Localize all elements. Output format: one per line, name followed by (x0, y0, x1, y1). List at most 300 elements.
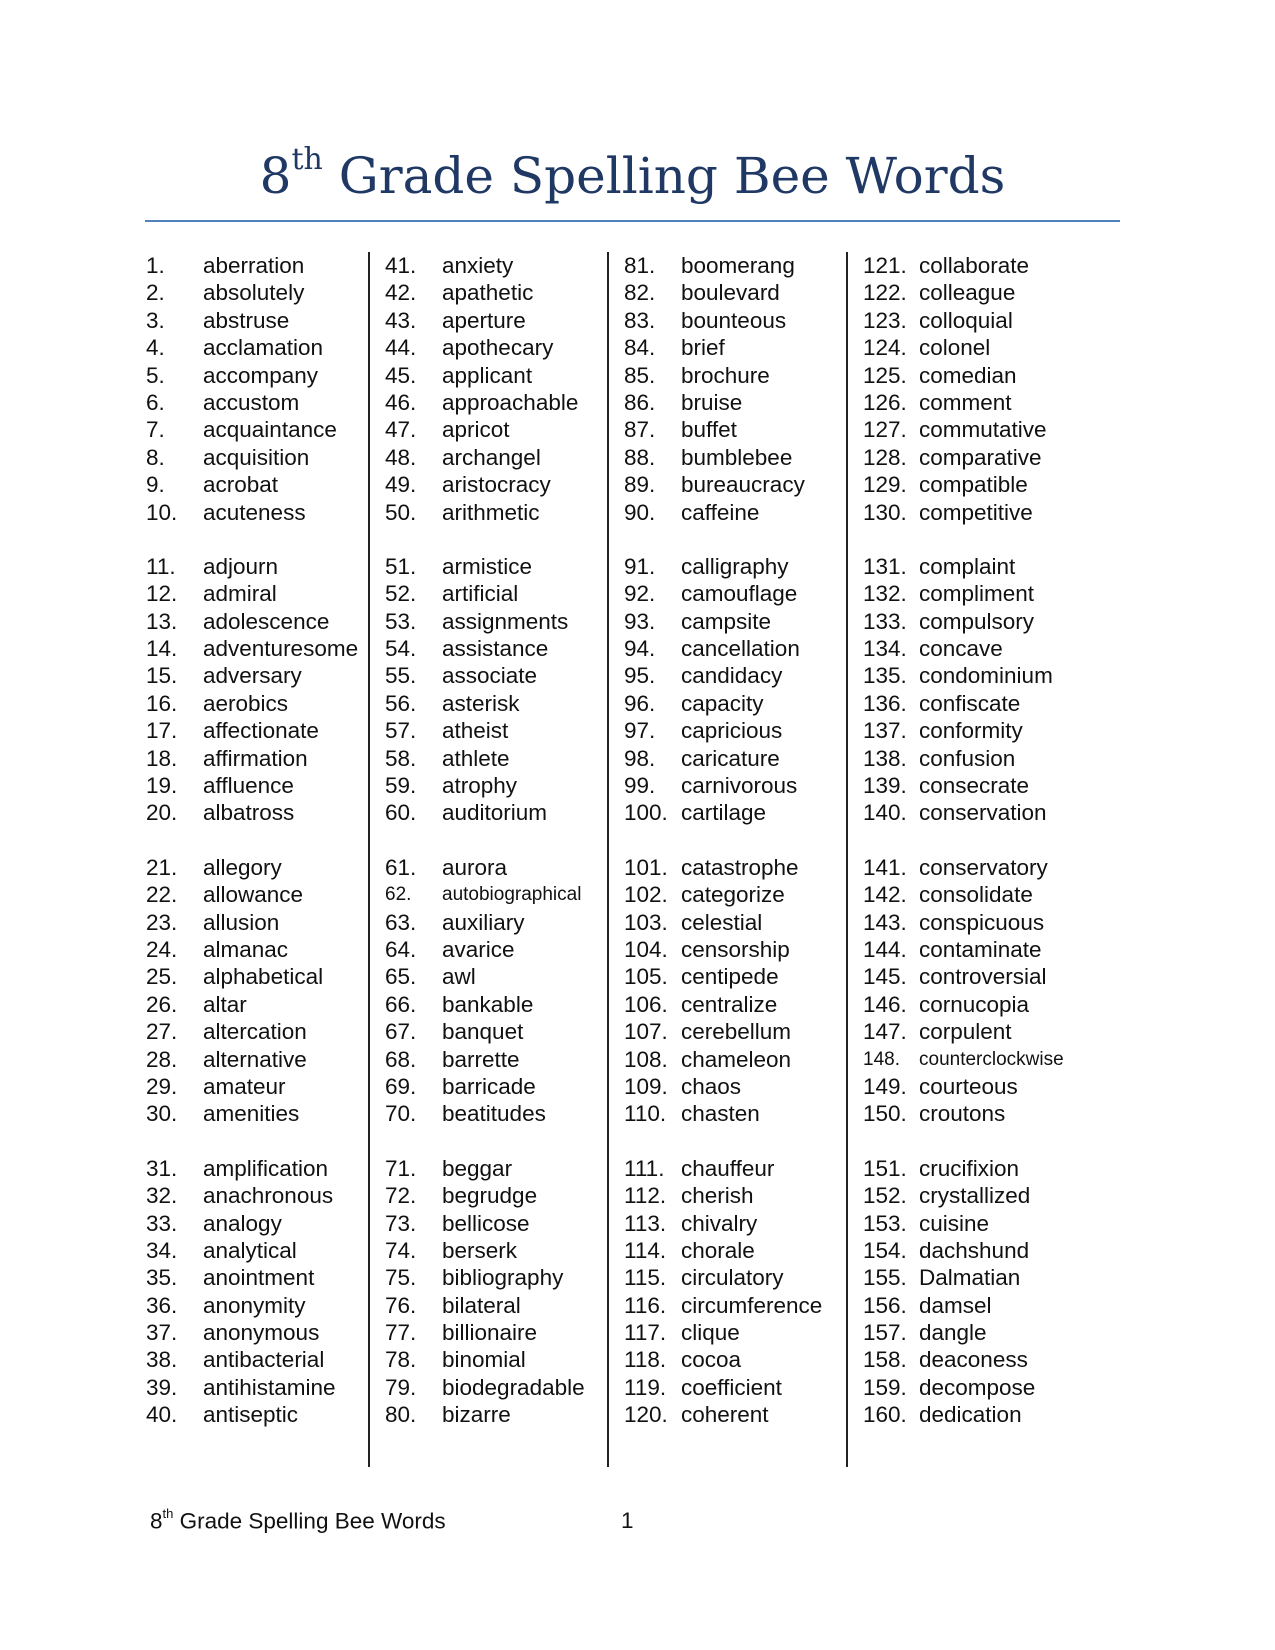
word-text: barrette (442, 1046, 520, 1072)
word-number: 33. (146, 1210, 178, 1236)
word-text: acquisition (203, 444, 310, 470)
word-number: 48. (385, 444, 417, 470)
word-entry (146, 1018, 391, 1045)
word-entry (863, 1182, 1108, 1209)
word-number: 89. (624, 472, 656, 498)
word-text: colonel (919, 335, 991, 361)
word-number: 56. (385, 690, 417, 716)
word-number: 40. (146, 1402, 178, 1428)
word-entry (624, 1155, 869, 1182)
word-entry (385, 635, 630, 662)
word-text: amenities (203, 1101, 300, 1127)
word-number: 36. (146, 1292, 178, 1318)
word-text: atheist (442, 718, 509, 744)
word-number: 51. (385, 553, 417, 579)
word-entry (863, 881, 1108, 908)
word-entry (146, 471, 391, 498)
word-text: conservation (919, 800, 1047, 826)
word-number: 81. (624, 253, 656, 278)
word-text: amplification (203, 1155, 329, 1181)
word-group (146, 854, 391, 1128)
word-text: crystallized (919, 1183, 1031, 1209)
word-text: bankable (442, 991, 534, 1017)
word-entry (385, 1018, 630, 1045)
word-number: 88. (624, 444, 656, 470)
word-entry (146, 1237, 391, 1264)
word-text: bilateral (442, 1292, 521, 1318)
word-number: 93. (624, 608, 656, 634)
word-entry (385, 471, 630, 498)
word-text: affectionate (203, 718, 319, 744)
word-number: 47. (385, 417, 417, 443)
word-entry (146, 635, 391, 662)
word-number: 75. (385, 1265, 417, 1291)
word-text: asterisk (442, 690, 520, 716)
word-entry (385, 690, 630, 717)
word-text: affirmation (203, 745, 308, 771)
footer-title: 8th Grade Spelling Bee Words (150, 1506, 446, 1534)
word-number: 25. (146, 964, 178, 990)
word-text: arithmetic (442, 499, 540, 525)
word-entry (863, 499, 1108, 526)
word-entry (146, 1292, 391, 1319)
word-text: accustom (203, 389, 300, 415)
word-text: comedian (919, 362, 1017, 388)
word-number: 37. (146, 1320, 178, 1346)
word-text: deaconess (919, 1347, 1028, 1373)
word-text: catastrophe (681, 854, 799, 880)
word-number: 61. (385, 854, 417, 880)
word-text: centralize (681, 991, 778, 1017)
word-text: adventuresome (203, 636, 359, 662)
word-number: 52. (385, 581, 417, 607)
word-text: bumblebee (681, 444, 793, 470)
word-entry (624, 635, 869, 662)
word-number: 97. (624, 718, 656, 744)
word-text: aurora (442, 854, 508, 880)
word-entry (146, 1210, 391, 1237)
word-entry (385, 416, 630, 443)
word-text: camouflage (681, 581, 798, 607)
word-entry (624, 1319, 869, 1346)
word-text: chaos (681, 1073, 742, 1099)
word-entry (146, 334, 391, 361)
word-text: conservatory (919, 854, 1048, 880)
word-entry (863, 252, 1108, 279)
word-number: 136. (863, 690, 907, 716)
word-entry (146, 1264, 391, 1291)
word-entry (146, 389, 391, 416)
word-text: artificial (442, 581, 519, 607)
word-group (146, 1155, 391, 1429)
word-number: 85. (624, 362, 656, 388)
word-text: berserk (442, 1237, 518, 1263)
word-entry (863, 1046, 1108, 1073)
word-number: 118. (624, 1347, 667, 1373)
word-number: 122. (863, 280, 907, 306)
word-group (624, 854, 869, 1128)
word-entry (385, 799, 630, 826)
word-column-1 (146, 252, 391, 1467)
word-text: coefficient (681, 1374, 782, 1400)
word-text: cherish (681, 1183, 754, 1209)
word-number: 9. (146, 472, 165, 498)
word-number: 124. (863, 335, 907, 361)
column-divider (607, 252, 609, 1467)
word-group (146, 553, 391, 827)
word-number: 108. (624, 1046, 668, 1072)
word-group (624, 252, 869, 526)
word-number: 125. (863, 362, 907, 388)
word-entry (146, 745, 391, 772)
word-text: comparative (919, 444, 1042, 470)
word-text: courteous (919, 1073, 1018, 1099)
word-entry (385, 662, 630, 689)
word-number: 63. (385, 909, 417, 935)
word-entry (624, 799, 869, 826)
word-text: censorship (681, 936, 790, 962)
word-number: 99. (624, 773, 656, 799)
word-number: 123. (863, 307, 907, 333)
word-entry (863, 334, 1108, 361)
word-text: centipede (681, 964, 779, 990)
word-text: boulevard (681, 280, 780, 306)
word-text: caffeine (681, 499, 760, 525)
word-text: banquet (442, 1019, 524, 1045)
word-entry (385, 963, 630, 990)
word-number: 132. (863, 581, 907, 607)
word-text: consecrate (919, 773, 1030, 799)
word-text: chameleon (681, 1046, 792, 1072)
word-entry (146, 1319, 391, 1346)
word-number: 55. (385, 663, 417, 689)
word-text: aerobics (203, 690, 289, 716)
word-number: 53. (385, 608, 417, 634)
word-text: atrophy (442, 773, 518, 799)
word-entry (385, 854, 630, 881)
word-text: bellicose (442, 1210, 530, 1236)
word-entry (146, 799, 391, 826)
word-column-2 (385, 252, 630, 1467)
word-group (863, 252, 1108, 526)
word-entry (624, 416, 869, 443)
word-entry (146, 362, 391, 389)
word-entry (863, 1319, 1108, 1346)
word-number: 18. (146, 745, 178, 771)
word-number: 4. (146, 335, 165, 361)
word-text: auditorium (442, 800, 548, 826)
word-entry (146, 1346, 391, 1373)
word-group (863, 854, 1108, 1128)
word-entry (863, 745, 1108, 772)
word-text: croutons (919, 1101, 1006, 1127)
word-text: assistance (442, 636, 549, 662)
word-entry (624, 389, 869, 416)
word-entry (624, 1210, 869, 1237)
word-entry (146, 580, 391, 607)
word-number: 156. (863, 1292, 907, 1318)
word-text: billionaire (442, 1320, 538, 1346)
word-number: 107. (624, 1019, 668, 1045)
word-number: 28. (146, 1046, 178, 1072)
word-number: 45. (385, 362, 417, 388)
word-entry (624, 1073, 869, 1100)
word-text: begrudge (442, 1183, 538, 1209)
word-entry (146, 991, 391, 1018)
word-text: chauffeur (681, 1155, 775, 1181)
word-number: 80. (385, 1402, 417, 1428)
word-number: 110. (624, 1101, 667, 1127)
word-number: 139. (863, 773, 907, 799)
word-text: crucifixion (919, 1155, 1020, 1181)
word-number: 44. (385, 335, 417, 361)
word-number: 73. (385, 1210, 417, 1236)
word-number: 160. (863, 1402, 907, 1428)
word-number: 76. (385, 1292, 417, 1318)
word-text: almanac (203, 936, 289, 962)
word-entry (863, 608, 1108, 635)
word-number: 62. (385, 884, 412, 906)
word-entry (863, 1018, 1108, 1045)
word-entry (863, 854, 1108, 881)
word-text: dedication (919, 1402, 1022, 1428)
word-entry (863, 279, 1108, 306)
word-text: antihistamine (203, 1374, 336, 1400)
word-text: avarice (442, 936, 515, 962)
word-entry (146, 608, 391, 635)
word-text: adjourn (203, 553, 279, 579)
word-entry (863, 1292, 1108, 1319)
word-number: 144. (863, 936, 907, 962)
word-number: 90. (624, 499, 656, 525)
word-group (863, 553, 1108, 827)
word-number: 6. (146, 389, 165, 415)
word-entry (385, 279, 630, 306)
word-entry (863, 635, 1108, 662)
word-entry (385, 444, 630, 471)
word-text: altar (203, 991, 247, 1017)
word-entry (146, 279, 391, 306)
word-number: 7. (146, 417, 165, 443)
word-number: 104. (624, 936, 668, 962)
word-entry (385, 1292, 630, 1319)
word-number: 23. (146, 909, 178, 935)
word-number: 96. (624, 690, 656, 716)
word-number: 12. (146, 581, 178, 607)
word-number: 11. (146, 553, 176, 579)
word-entry (146, 252, 391, 279)
word-text: analytical (203, 1237, 297, 1263)
word-entry (863, 1237, 1108, 1264)
word-text: acuteness (203, 499, 306, 525)
word-number: 138. (863, 745, 907, 771)
word-entry (385, 717, 630, 744)
word-text: colloquial (919, 307, 1013, 333)
word-text: boomerang (681, 253, 795, 278)
word-entry (385, 608, 630, 635)
word-number: 39. (146, 1374, 178, 1400)
word-entry (863, 1155, 1108, 1182)
word-number: 137. (863, 718, 907, 744)
word-number: 98. (624, 745, 656, 771)
word-text: apathetic (442, 280, 534, 306)
word-entry (863, 1374, 1108, 1401)
word-text: anonymous (203, 1320, 320, 1346)
word-group (385, 854, 630, 1128)
word-entry (385, 553, 630, 580)
word-number: 133. (863, 608, 907, 634)
word-text: consolidate (919, 882, 1033, 908)
word-number: 17. (146, 718, 178, 744)
word-entry (863, 307, 1108, 334)
word-number: 2. (146, 280, 165, 306)
word-number: 41. (385, 253, 417, 278)
word-text: assignments (442, 608, 569, 634)
word-number: 128. (863, 444, 907, 470)
word-text: anointment (203, 1265, 315, 1291)
word-entry (624, 444, 869, 471)
word-number: 8. (146, 444, 165, 470)
word-text: chorale (681, 1237, 755, 1263)
word-entry (863, 909, 1108, 936)
word-entry (146, 499, 391, 526)
word-number: 38. (146, 1347, 178, 1373)
word-text: bounteous (681, 307, 787, 333)
word-entry (863, 1210, 1108, 1237)
word-entry (385, 362, 630, 389)
word-entry (146, 690, 391, 717)
word-entry (385, 1046, 630, 1073)
word-number: 141. (863, 854, 907, 880)
word-text: beggar (442, 1155, 513, 1181)
word-number: 68. (385, 1046, 417, 1072)
word-number: 150. (863, 1101, 907, 1127)
word-entry (863, 799, 1108, 826)
word-text: anonymity (203, 1292, 306, 1318)
word-number: 84. (624, 335, 656, 361)
word-column-3 (624, 252, 869, 1467)
word-number: 82. (624, 280, 656, 306)
word-text: condominium (919, 663, 1053, 689)
word-text: auxiliary (442, 909, 525, 935)
word-entry (624, 499, 869, 526)
word-text: competitive (919, 499, 1033, 525)
word-number: 127. (863, 417, 907, 443)
word-entry (624, 1018, 869, 1045)
word-entry (863, 580, 1108, 607)
word-text: acclamation (203, 335, 324, 361)
word-number: 65. (385, 964, 417, 990)
word-number: 58. (385, 745, 417, 771)
word-text: carnivorous (681, 773, 798, 799)
word-text: adolescence (203, 608, 330, 634)
word-entry (624, 1292, 869, 1319)
word-entry (385, 580, 630, 607)
word-number: 70. (385, 1101, 417, 1127)
word-entry (624, 991, 869, 1018)
word-text: biodegradable (442, 1374, 585, 1400)
word-number: 130. (863, 499, 907, 525)
word-text: conformity (919, 718, 1023, 744)
word-entry (624, 662, 869, 689)
word-number: 117. (624, 1320, 667, 1346)
word-text: bizarre (442, 1402, 511, 1428)
word-entry (624, 936, 869, 963)
word-number: 54. (385, 636, 417, 662)
word-number: 72. (385, 1183, 417, 1209)
word-entry (624, 334, 869, 361)
word-text: apothecary (442, 335, 554, 361)
word-entry (624, 1100, 869, 1127)
word-text: affluence (203, 773, 294, 799)
word-entry (863, 444, 1108, 471)
word-number: 149. (863, 1073, 907, 1099)
word-entry (385, 909, 630, 936)
word-text: cuisine (919, 1210, 990, 1236)
word-entry (863, 362, 1108, 389)
word-entry (624, 881, 869, 908)
word-number: 158. (863, 1347, 907, 1373)
word-number: 5. (146, 362, 165, 388)
word-entry (863, 1401, 1108, 1428)
word-entry (624, 854, 869, 881)
word-entry (385, 1182, 630, 1209)
word-entry (146, 854, 391, 881)
word-entry (385, 1264, 630, 1291)
word-number: 69. (385, 1073, 417, 1099)
word-text: amateur (203, 1073, 286, 1099)
word-number: 146. (863, 991, 907, 1017)
word-text: celestial (681, 909, 763, 935)
word-number: 111. (624, 1155, 665, 1181)
word-text: cornucopia (919, 991, 1030, 1017)
word-entry (146, 936, 391, 963)
word-entry (146, 881, 391, 908)
word-entry (385, 1073, 630, 1100)
word-number: 60. (385, 800, 417, 826)
word-text: concave (919, 636, 1003, 662)
word-number: 22. (146, 882, 178, 908)
word-text: alphabetical (203, 964, 324, 990)
word-number: 71. (385, 1155, 417, 1181)
word-text: armistice (442, 553, 533, 579)
word-text: approachable (442, 389, 579, 415)
word-number: 19. (146, 773, 178, 799)
word-text: associate (442, 663, 538, 689)
word-text: decompose (919, 1374, 1036, 1400)
column-divider (368, 252, 370, 1467)
word-group (385, 252, 630, 526)
word-number: 15. (146, 663, 178, 689)
word-text: dachshund (919, 1237, 1030, 1263)
word-text: athlete (442, 745, 510, 771)
word-text: allegory (203, 854, 282, 880)
word-entry (624, 1182, 869, 1209)
word-text: abstruse (203, 307, 290, 333)
word-number: 121. (863, 253, 907, 278)
word-entry (624, 963, 869, 990)
word-text: commutative (919, 417, 1047, 443)
word-entry (146, 772, 391, 799)
word-text: damsel (919, 1292, 992, 1318)
word-entry (385, 772, 630, 799)
word-entry (624, 690, 869, 717)
word-text: acquaintance (203, 417, 337, 443)
word-text: anachronous (203, 1183, 334, 1209)
word-number: 14. (146, 636, 178, 662)
word-text: altercation (203, 1019, 307, 1045)
word-number: 140. (863, 800, 907, 826)
